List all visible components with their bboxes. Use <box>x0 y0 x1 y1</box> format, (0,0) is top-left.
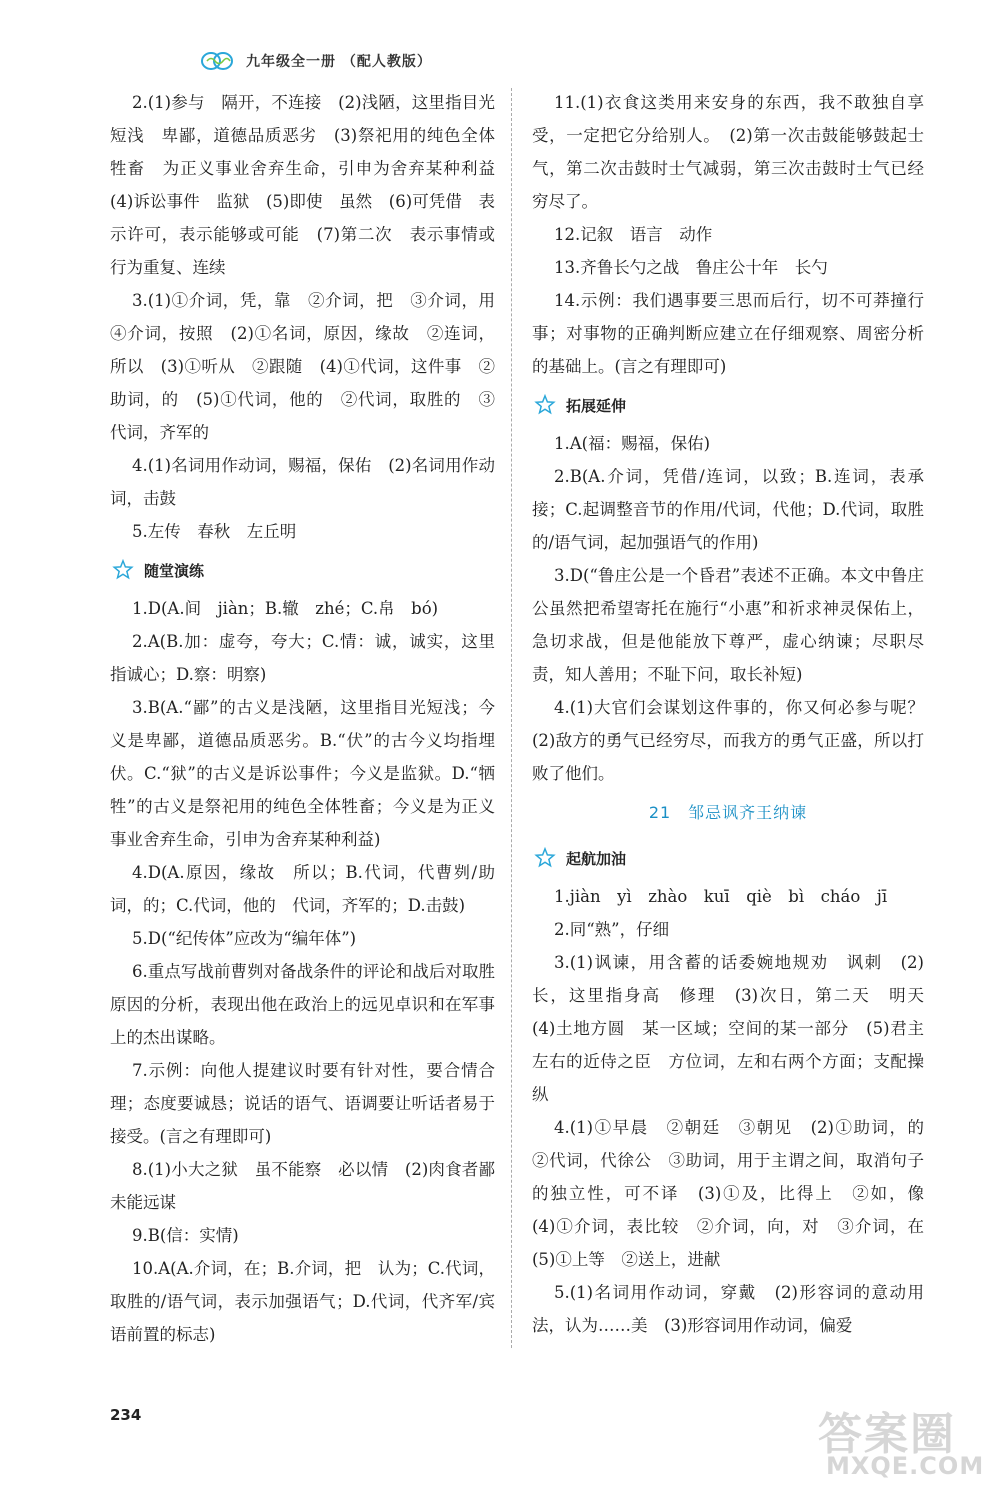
answer-item: 2.B(A.介词，凭借/连词，以致；B.连词，表承接；C.起调整音节的作用/代词，代他；D.代词，取胜的/语气词，起加强语气的作用) <box>532 467 924 552</box>
answer-item: 4.D(A.原因，缘故 所以；B.代词，代曹刿/助词，的；C.代词，他的 代词，齐军的；D.击鼓) <box>110 863 495 915</box>
section-title: 拓展延伸 <box>566 396 627 415</box>
star-icon <box>534 847 556 869</box>
answer-item: 1.D(A.间 jiàn；B.辙 zhé；C.帛 bó) <box>132 599 439 618</box>
page-number: 234 <box>110 1406 142 1424</box>
answer-item: 12.记叙 语言 动作 <box>554 225 713 244</box>
section-title: 起航加油 <box>566 849 627 868</box>
answer-item: 3.D(“鲁庄公是一个昏君”表述不正确。本文中鲁庄公虽然把希望寄托在施行“小惠”和祈求神灵保佑上，急切求战，但是他能放下尊严，虚心纳谏；尽职尽责，知人善用；不耻下问，取长补短) <box>532 566 924 684</box>
answer-item: 3.(1)①介词，凭，靠 ②介词，把 ③介词，用 ④介词，按照 (2)①名词，原因，缘故 ②连词，所以 (3)①听从 ②跟随 (4)①代词，这件事 ②助词，的 (5)①代词，他的 ②代词，取胜的 ③代词，齐军的 <box>110 291 512 442</box>
star-icon <box>534 394 556 416</box>
section-title: 随堂演练 <box>144 561 205 580</box>
answer-item: 4.(1)大官们会谋划这件事的，你又何必参与呢？ (2)敌方的勇气已经穷尽，而我方的勇气正盛，所以打败了他们。 <box>532 698 941 783</box>
lesson-title: 21 邹忌讽齐王纳谏 <box>648 803 808 822</box>
book-logo-icon <box>200 50 234 72</box>
answer-item: 4.(1)①早晨 ②朝廷 ③朝见 (2)①助词，的 ②代词，代徐公 ③助词，用于主谓之间，取消句子的独立性，可不译 (3)①及，比得上 ②如，像 (4)①介词，表比较 ②介词，向，对 ③介词，在 (5)①上等 ②送上，进献 <box>532 1118 941 1269</box>
answer-item: 5.左传 春秋 左丘明 <box>132 522 297 541</box>
answer-item: 13.齐鲁长勺之战 鲁庄公十年 长勺 <box>554 258 828 277</box>
header-title: 九年级全一册 （配人教版） <box>246 54 432 70</box>
answer-item: 6.重点写战前曹刿对备战条件的评论和战后对取胜原因的分析，表现出他在政治上的远见卓识和在军事上的杰出谋略。 <box>110 962 495 1047</box>
answer-item: 11.(1)衣食这类用来安身的东西，我不敢独自享受，一定把它分给别人。 (2)第一次击鼓能够鼓起士气，第二次击鼓时士气减弱，第三次击鼓时士气已经穷尽了。 <box>532 93 924 211</box>
answer-item: 14.示例：我们遇事要三思而后行，切不可莽撞行事；对事物的正确判断应建立在仔细观察、周密分析的基础上。(言之有理即可) <box>532 291 924 376</box>
answer-item: 10.A(A.介词，在；B.介词，把 认为；C.代词，取胜的/语气词，表示加强语气；D.代词，代齐军/宾语前置的标志) <box>110 1259 495 1344</box>
answer-item: 1.A(福：赐福，保佑) <box>554 434 711 453</box>
answer-item: 2.A(B.加：虚夸，夸大；C.情：诚，诚实，这里指诚心；D.察：明察) <box>110 632 495 684</box>
right-column <box>532 86 941 1342</box>
answer-item: 3.B(A.“鄙”的古义是浅陋，这里指目光短浅；今义是卑鄙，道德品质恶劣。B.“伏”的古今义均指埋伏。C.“狱”的古义是诉讼事件；今义是监狱。D.“牺牲”的古义是祭祀用的纯色全体牲畜；今义是为正义事业舍弃生命，引申为舍弃某种利益) <box>110 698 495 849</box>
section-heading <box>534 383 924 427</box>
column-divider <box>511 88 512 1348</box>
answer-item: 7.示例：向他人提建议时要有针对性，要合情合理；态度要诚恳；说话的语气、语调要让听话者易于接受。(言之有理即可) <box>110 1061 495 1146</box>
answer-item: 4.(1)名词用作动词，赐福，保佑 (2)名词用作动词，击鼓 <box>110 456 495 508</box>
watermark-url: MXQE.COM <box>826 1452 985 1480</box>
watermark-logo-text: 答案圈 <box>818 1409 956 1460</box>
left-column <box>110 86 512 1351</box>
answer-item: 9.B(信：实情) <box>132 1226 239 1245</box>
answer-item: 1.jiàn yì zhào kuī qiè bì cháo jī <box>554 887 888 906</box>
answer-item: 5.(1)名词用作动词，穿戴 (2)形容词的意动用法，认为……美 (3)形容词用作动词，偏爱 <box>532 1283 924 1335</box>
answer-item: 2.同“熟”，仔细 <box>554 920 670 939</box>
star-icon <box>112 559 134 581</box>
page-header <box>200 46 432 76</box>
answer-item: 2.(1)参与 隔开，不连接 (2)浅陋，这里指目光短浅 卑鄙，道德品质恶劣 (3)祭祀用的纯色全体牲畜 为正义事业舍弃生命，引申为舍弃某种利益 (4)诉讼事件 监狱 (5)即使 虽然 (6)可凭借 表示许可，表示能够或可能 (7)第二次 表示事情或行为重复、连续 <box>110 93 512 277</box>
answer-item: 8.(1)小大之狱 虽不能察 必以情 (2)肉食者鄙 未能远谋 <box>110 1160 512 1212</box>
section-heading <box>112 548 495 592</box>
answer-item: 5.D(“纪传体”应改为“编年体”) <box>132 929 357 948</box>
section-heading <box>534 836 924 880</box>
answer-item: 3.(1)讽谏，用含蓄的话委婉地规劝 讽刺 (2)长，这里指身高 修理 (3)次日，第二天 明天 (4)土地方圆 某一区域；空间的某一部分 (5)君主左右的近侍之臣 方位词，左和右两个方面；支配操纵 <box>532 953 941 1104</box>
